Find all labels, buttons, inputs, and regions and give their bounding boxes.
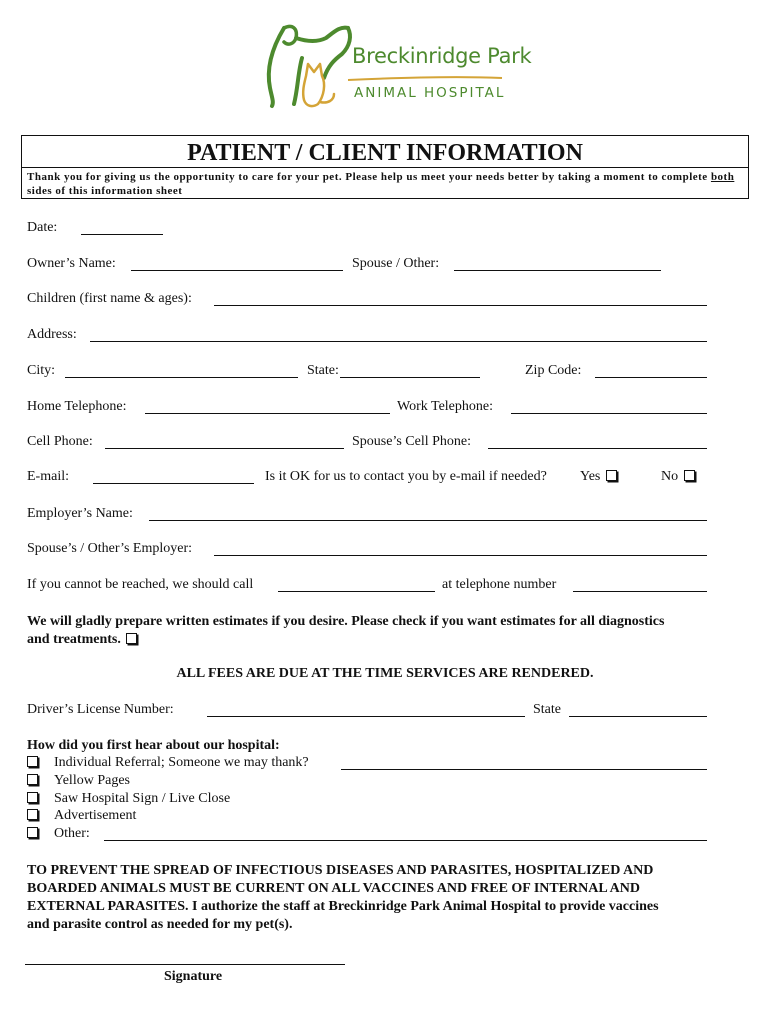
referral-checkbox-icon[interactable]	[27, 774, 38, 785]
referral-option-advertisement[interactable]	[27, 808, 136, 824]
work-phone-field[interactable]	[511, 413, 707, 414]
license-field[interactable]	[207, 716, 525, 717]
spouse-employer-label: Spouse’s / Other’s Employer:	[27, 541, 193, 556]
email-no-option[interactable]	[661, 469, 697, 485]
estimates-line-2-row	[27, 631, 739, 649]
fees-notice: ALL FEES ARE DUE AT THE TIME SERVICES ARE RENDERED.	[176, 666, 594, 681]
referral-other-field[interactable]	[104, 840, 707, 841]
state-field[interactable]	[340, 377, 480, 378]
state-label: State:	[307, 363, 339, 378]
referral-option-other[interactable]	[27, 826, 90, 842]
cannot-reach-label: If you cannot be reached, we should call	[27, 577, 254, 592]
vaccines-line-3: EXTERNAL PARASITES. I authorize the staff at Breckinridge Park Animal Hospital to provide vaccines	[27, 899, 659, 914]
referral-option-sign[interactable]	[27, 791, 230, 807]
email-yes-option[interactable]	[580, 469, 619, 485]
work-phone-label: Work Telephone:	[397, 399, 493, 414]
no-checkbox-icon[interactable]	[684, 470, 695, 481]
page-title: PATIENT / CLIENT INFORMATION	[187, 140, 583, 166]
referral-option-individual[interactable]	[27, 755, 309, 771]
license-state-label: State	[533, 702, 561, 717]
home-phone-field[interactable]	[145, 413, 390, 414]
spouse-cell-label: Spouse’s Cell Phone:	[352, 434, 472, 449]
date-field[interactable]	[81, 234, 163, 235]
city-field[interactable]	[65, 377, 298, 378]
estimates-line-1: We will gladly prepare written estimates if you desire. Please check if you want estimates for all diagnostics	[27, 614, 665, 629]
zip-field[interactable]	[595, 377, 707, 378]
referral-checkbox-icon[interactable]	[27, 827, 38, 838]
referral-heading: How did you first hear about our hospital:	[27, 738, 280, 753]
license-label: Driver’s License Number:	[27, 702, 174, 717]
header-divider	[21, 167, 749, 168]
logo-name: Breckinridge Park	[352, 44, 532, 68]
vaccines-line-4: and parasite control as needed for my pet(s).	[27, 917, 293, 932]
zip-label: Zip Code:	[525, 363, 582, 378]
children-field[interactable]	[214, 305, 707, 306]
signature-label: Signature	[164, 969, 223, 984]
referral-checkbox-icon[interactable]	[27, 809, 38, 820]
spouse-other-field[interactable]	[454, 270, 661, 271]
cell-phone-label: Cell Phone:	[27, 434, 93, 449]
cell-phone-field[interactable]	[105, 448, 344, 449]
home-phone-label: Home Telephone:	[27, 399, 127, 414]
vaccines-line-2: BOARDED ANIMALS MUST BE CURRENT ON ALL VACCINES AND FREE OF INTERNAL AND	[27, 881, 641, 896]
spouse-other-label: Spouse / Other:	[352, 256, 440, 271]
referral-option-label: Other:	[54, 826, 90, 841]
referral-option-label: Saw Hospital Sign / Live Close	[54, 791, 231, 806]
estimates-line-2: and treatments.	[27, 632, 121, 647]
at-phone-label: at telephone number	[442, 577, 557, 592]
no-label: No	[661, 469, 679, 484]
signature-field[interactable]	[25, 964, 345, 965]
estimates-checkbox-icon[interactable]	[126, 633, 137, 644]
date-label: Date:	[27, 220, 58, 235]
yes-label: Yes	[580, 469, 601, 484]
referral-name-field[interactable]	[341, 769, 707, 770]
referral-option-yellow-pages[interactable]	[27, 773, 130, 789]
yes-checkbox-icon[interactable]	[606, 470, 617, 481]
referral-option-label: Yellow Pages	[54, 773, 130, 788]
vaccines-notice	[27, 862, 739, 934]
referral-option-label: Advertisement	[54, 808, 137, 823]
employer-label: Employer’s Name:	[27, 506, 133, 521]
owners-name-field[interactable]	[131, 270, 343, 271]
estimates-text	[27, 613, 739, 649]
address-label: Address:	[27, 327, 77, 342]
intro-text	[27, 170, 745, 198]
email-label: E-mail:	[27, 469, 69, 484]
referral-option-label: Individual Referral; Someone we may thank?	[54, 755, 309, 770]
cannot-reach-field[interactable]	[278, 591, 435, 592]
referral-checkbox-icon[interactable]	[27, 756, 38, 767]
children-label: Children (first name & ages):	[27, 291, 192, 306]
owners-name-label: Owner’s Name:	[27, 256, 116, 271]
spouse-cell-field[interactable]	[488, 448, 707, 449]
intro-emphasis: both	[710, 171, 735, 183]
email-field[interactable]	[93, 483, 254, 484]
spouse-employer-field[interactable]	[214, 555, 707, 556]
address-field[interactable]	[90, 341, 707, 342]
referral-checkbox-icon[interactable]	[27, 792, 38, 803]
email-question: Is it OK for us to contact you by e-mail if needed?	[265, 469, 547, 484]
vaccines-line-1: TO PREVENT THE SPREAD OF INFECTIOUS DISEASES AND PARASITES, HOSPITALIZED AND	[27, 863, 654, 878]
employer-field[interactable]	[149, 520, 707, 521]
city-label: City:	[27, 363, 56, 378]
intro-part-1: Thank you for giving us the opportunity to care for your pet. Please help us meet your needs better by taking a moment to complete	[27, 171, 711, 183]
license-state-field[interactable]	[569, 716, 707, 717]
logo-subtitle: ANIMAL HOSPITAL	[354, 85, 506, 101]
intro-part-2: sides of this information sheet	[27, 185, 183, 197]
at-phone-field[interactable]	[573, 591, 707, 592]
